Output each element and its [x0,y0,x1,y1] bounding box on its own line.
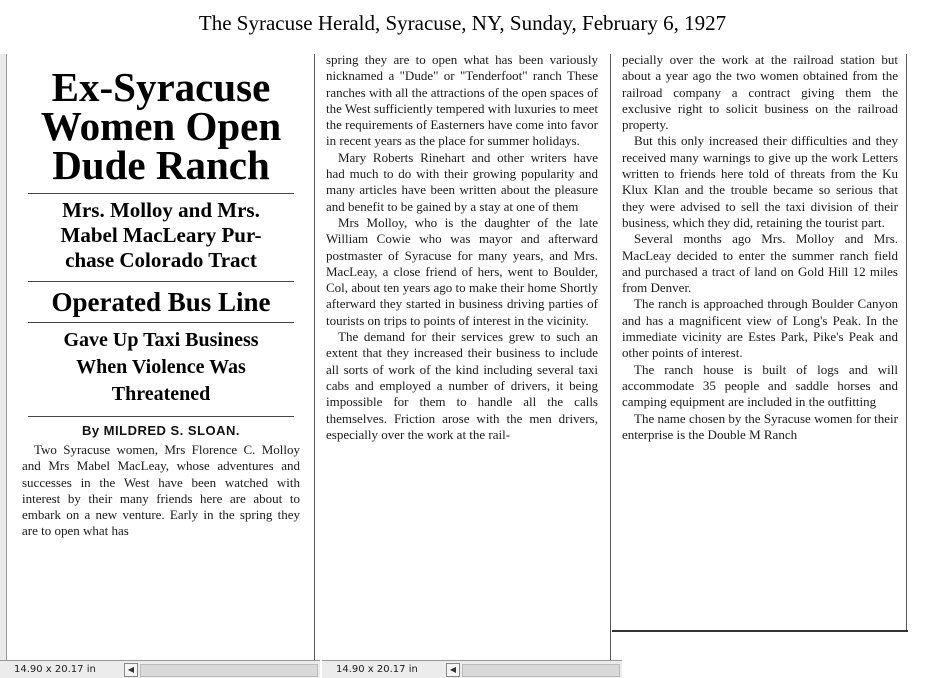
horizontal-scrollbar[interactable] [140,664,318,677]
paragraph: The demand for their services grew to such an extent that they increased their business to include all sorts of work of the kind including several taxi cabs and employed a number of drivers, it being impossible for them to handle all the calls themselves. Friction arose with the men drivers, especially over the work at the rail- [326,329,598,442]
headline-line-1: Ex-Syracuse [51,64,271,110]
byline: By MILDRED S. SLOAN. [81,423,241,438]
page-size-label: 14.90 x 20.17 in [336,664,418,675]
paragraph: The name chosen by the Syracuse women for their enterprise is the Double M Ranch [622,410,898,442]
paragraph: The ranch house is built of logs and will accommodate 35 people and saddle horses and camping equipment are included in the outfitting [622,361,898,410]
column-3 [622,54,898,630]
paragraph: pecially over the work at the railroad station but about a year ago the two women obtained from the railroad company a contract giving them the exclusive right to solicit business on the railroad property. [622,54,898,133]
status-bar-left [0,660,320,678]
deck1-line-1: Mrs. Molloy and Mrs. [62,198,260,222]
newspaper-page [0,54,925,660]
paragraph: Several months ago Mrs. Molloy and Mrs. MacLeay decided to enter the summer ranch field and purchased a tract of land on Gold Hill 12 miles from Denver. [622,231,898,296]
column-rule [906,54,907,630]
paragraph: Mary Roberts Rinehart and other writers have had much to do with their growing popularity and many articles have been written about the pleasure and benefit to be gained by a stay at one of them [326,149,598,214]
page-size-label: 14.90 x 20.17 in [14,664,96,675]
horizontal-scrollbar[interactable] [462,664,620,677]
deck1-line-2: Mabel MacLeary Pur- [60,223,262,247]
column-1 [22,54,300,660]
divider [28,416,294,417]
paragraph: But this only increased their difficulties and they received many warnings to give up the work Letters written to friends here told of threats from the Ku Klux Klan and the trouble became so serious that they were advised to sell the taxi division of their business, which they did, retaining the tourist part. [622,133,898,230]
status-bar-right [322,660,622,678]
paragraph: spring they are to open what has been variously nicknamed a "Dude" or "Tenderfoot" ranch These ranches with all the attractions of the open spaces of the West sufficiently tempered with luxuries to meet the requirements of Easterners have come into favor in recent years as the place for summer holidays. [326,54,598,149]
scroll-left-button[interactable]: ◀ [124,663,138,677]
deck3-line-2: When Violence Was [76,356,246,378]
divider [28,193,294,194]
headline-line-2: Women Open [40,103,282,149]
paragraph: Two Syracuse women, Mrs Florence C. Molloy and Mrs Mabel MacLeay, whose adventures and successes in the West have been watched with interest by their many friends here are about to embark on a new venture. Early in the spring they are to open what has [22,442,300,539]
paragraph: The ranch is approached through Boulder Canyon and has a magnificent view of Long's Peak. In the immediate vicinity are Estes Park, Pike's Peak and other points of interest. [622,296,898,361]
divider [28,281,294,282]
article-end-rule [612,630,908,632]
column-3-body [622,54,898,443]
page-caption: The Syracuse Herald, Syracuse, NY, Sunday, February 6, 1927 [198,11,727,35]
paragraph: Mrs Molloy, who is the daughter of the late William Cowie who was mayor and afterward postmaster of Syracuse for many years, and Mrs. MacLeay, a close friend of hers, went to Boulder, Col, about ten years ago to make their home Shortly afterward they started in business driving parties of tourists on trips to points of interest in the vicinity. [326,214,598,328]
column-rule [610,54,611,660]
divider [28,322,294,323]
column-1-body [22,442,300,540]
scroll-left-button[interactable]: ◀ [446,663,460,677]
deck3-line-3: Threatened [111,383,211,405]
deck2-line-1: Operated Bus Line [51,287,271,317]
column-2-body [326,54,598,443]
column-2 [326,54,598,660]
deck1-line-3: chase Colorado Tract [65,248,257,272]
column-rule [314,54,315,660]
deck3-line-1: Gave Up Taxi Business [63,329,259,351]
headline-line-3: Dude Ranch [52,142,270,188]
pane-edge [0,54,7,660]
